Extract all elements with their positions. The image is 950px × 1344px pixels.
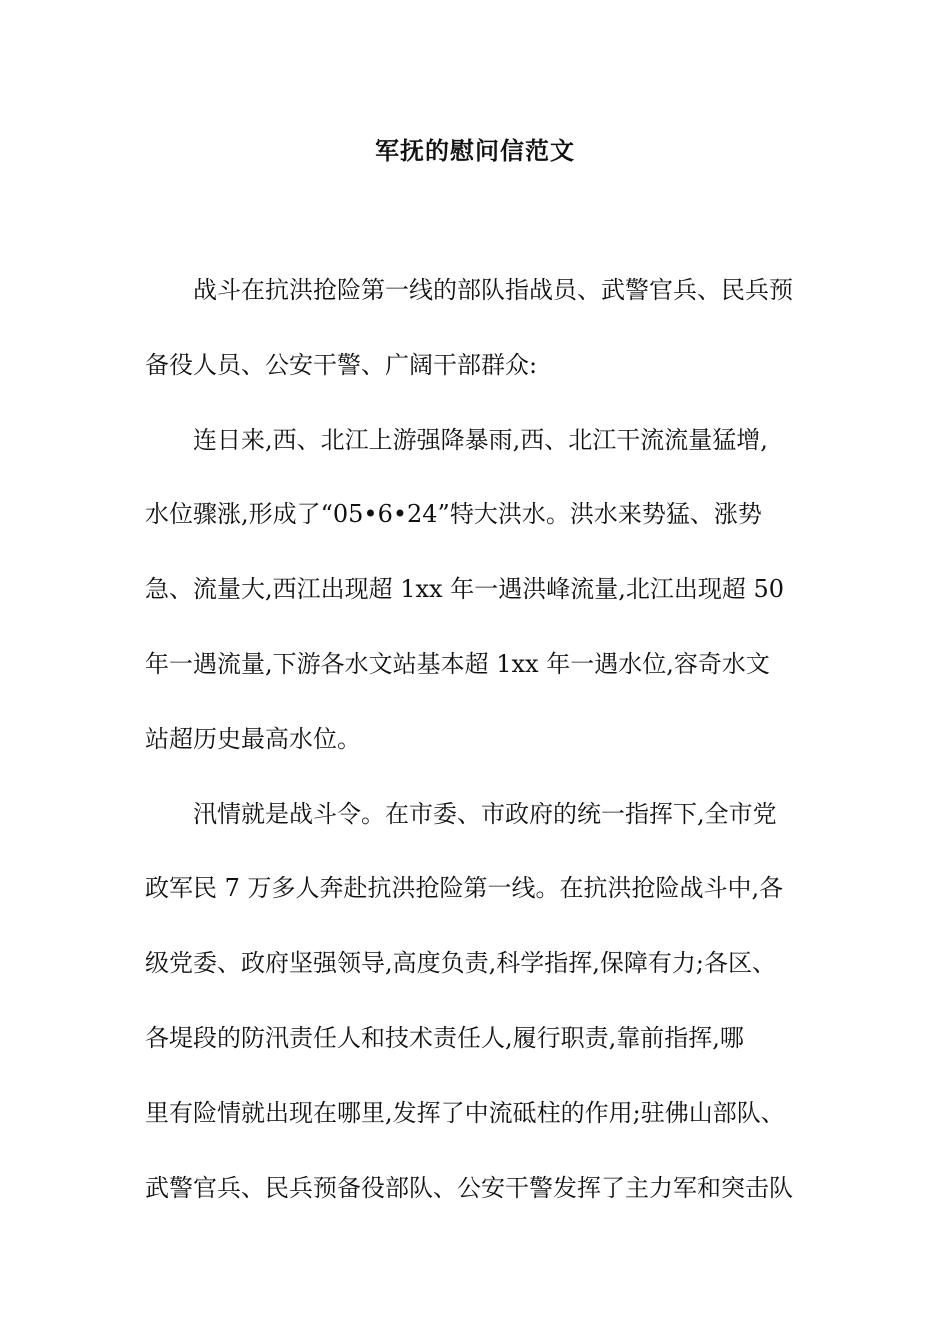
paragraph-line: 急、流量大,西江出现超 1xx 年一遇洪峰流量,北江出现超 50 — [145, 575, 785, 604]
paragraph-line: 武警官兵、民兵预备役部队、公安干警发挥了主力军和突击队 — [145, 1173, 793, 1202]
letter-body — [145, 253, 809, 1225]
paragraph-line: 备役人员、公安干警、广阔干部群众: — [145, 350, 538, 379]
paragraph-line: 水位骤涨,形成了“05•6•24”特大洪水。洪水来势猛、涨势 — [145, 500, 762, 529]
paragraph-line: 站超历史最高水位。 — [145, 724, 361, 753]
paragraph-line: 战斗在抗洪抢险第一线的部队指战员、武警官兵、民兵预 — [193, 276, 793, 304]
paragraph-line: 政军民 7 万多人奔赴抗洪抢险第一线。在抗洪抢险战斗中,各 — [145, 874, 784, 903]
paragraph-line: 各堤段的防汛责任人和技术责任人,履行职责,靠前指挥,哪 — [145, 1023, 744, 1052]
paragraph-line: 里有险情就出现在哪里,发挥了中流砥柱的作用;驻佛山部队、 — [145, 1098, 785, 1127]
paragraph-line: 级党委、政府坚强领导,高度负责,科学指挥,保障有力;各区、 — [145, 949, 776, 978]
document-title: 军抚的慰问信范文 — [375, 136, 575, 165]
paragraph-line: 连日来,西、北江上游强降暴雨,西、北江干流流量猛增, — [193, 425, 768, 454]
paragraph-line: 汛情就是战斗令。在市委、市政府的统一指挥下,全市党 — [193, 799, 777, 828]
paragraph-line: 年一遇流量,下游各水文站基本超 1xx 年一遇水位,容奇水文 — [145, 649, 770, 678]
